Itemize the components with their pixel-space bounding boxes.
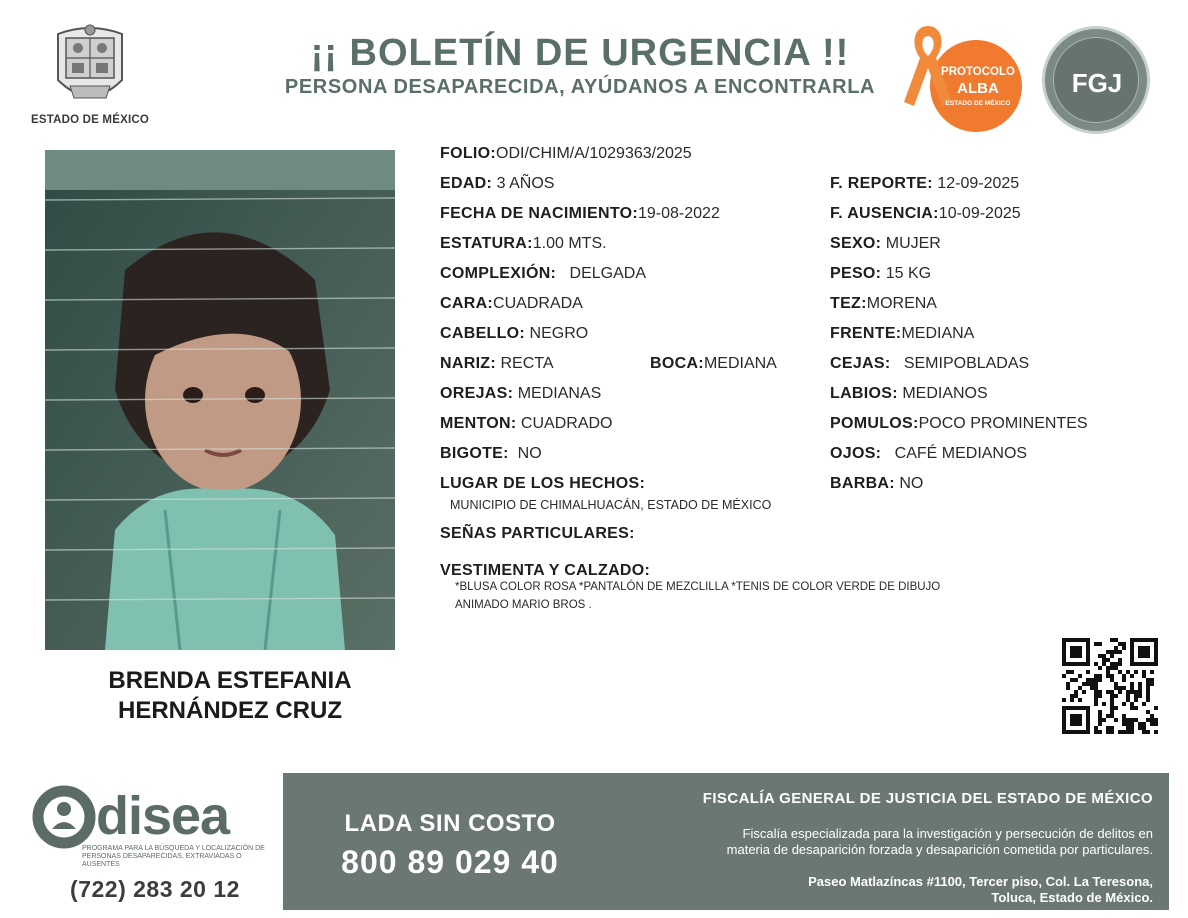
odisea-brand: disea [96, 786, 230, 846]
name-line-1: BRENDA ESTEFANIA [108, 667, 352, 694]
estado-de-mexico-coat-of-arms [50, 20, 130, 110]
field-menton [440, 415, 612, 433]
boca-label: BOCA: [650, 355, 704, 372]
field-ojos [830, 445, 1027, 463]
pomulos-value: POCO PROMINENTES [918, 415, 1088, 432]
cabello-label: CABELLO: [440, 325, 526, 342]
sexo-value: MUJER [885, 235, 941, 252]
address-line1: Paseo Matlazíncas #1100, Tercer piso, Col. La Teresona, [808, 874, 1153, 889]
labios-label: LABIOS: [830, 385, 898, 402]
edad-label: EDAD: [440, 175, 493, 192]
field-cabello [440, 325, 588, 343]
field-peso [830, 265, 931, 283]
bulletin-subtitle: PERSONA DESAPARECIDA, AYÚDANOS A ENCONTRARLA [284, 76, 876, 98]
f-ausencia-value: 10-09-2025 [938, 205, 1021, 222]
lugar-value: MUNICIPIO DE CHIMALHUACÁN, ESTADO DE MÉXICO [450, 498, 772, 512]
edad-value: 3 AÑOS [496, 175, 555, 192]
senas-label: SEÑAS PARTICULARES: [440, 525, 635, 542]
bigote-value: NO [517, 445, 542, 462]
toll-free-label: LADA SIN COSTO [344, 810, 556, 837]
f-reporte-label: F. REPORTE: [830, 175, 933, 192]
toll-free-number: 800 89 029 40 [341, 844, 559, 880]
field-complexion [440, 265, 646, 283]
f-reporte-value: 12-09-2025 [937, 175, 1020, 192]
protocolo-alba-logo [898, 22, 1028, 132]
cara-value: CUADRADA [493, 295, 583, 312]
complexion-value: DELGADA [569, 265, 647, 282]
fgj-desc-line2: materia de desaparición forzada y desaparición cometida por particulares. [726, 842, 1153, 857]
vestimenta-line2: ANIMADO MARIO BROS . [455, 599, 592, 611]
fgj-name: FISCALÍA GENERAL DE JUSTICIA DEL ESTADO DE MÉXICO [702, 790, 1153, 807]
field-barba [830, 475, 923, 493]
pomulos-label: POMULOS: [830, 415, 919, 432]
tez-label: TEZ: [830, 295, 867, 312]
labios-value: MEDIANOS [902, 385, 988, 402]
barba-value: NO [899, 475, 924, 492]
vestimenta-line1: *BLUSA COLOR ROSA *PANTALÓN DE MEZCLILLA *TENIS DE COLOR VERDE DE DIBUJO [455, 581, 941, 593]
peso-label: PESO: [830, 265, 882, 282]
bigote-label: BIGOTE: [440, 445, 509, 462]
field-frente [830, 325, 974, 343]
field-f-ausencia [830, 205, 1021, 223]
odisea-phone: (722) 283 20 12 [70, 876, 240, 902]
odisea-tagline: PROGRAMA PARA LA BÚSQUEDA Y LOCALIZACIÓN DE PERSONAS DESAPARECIDAS, EXTRAVIADAS O AUSENTES [82, 845, 265, 868]
nariz-label: NARIZ: [440, 355, 497, 372]
frente-label: FRENTE: [830, 325, 902, 342]
vestimenta-label: VESTIMENTA Y CALZADO: [440, 562, 651, 579]
fgj-seal-text: FGJ [1071, 68, 1123, 98]
address-line2: Toluca, Estado de México. [991, 890, 1153, 905]
folio-value: ODI/CHIM/A/1029363/2025 [496, 145, 692, 162]
orejas-value: MEDIANAS [517, 385, 602, 402]
f-ausencia-label: F. AUSENCIA: [830, 205, 939, 222]
field-pomulos [830, 415, 1088, 433]
field-folio [440, 145, 692, 163]
menton-label: MENTON: [440, 415, 517, 432]
odisea-logo [30, 785, 280, 875]
field-tez [830, 295, 937, 313]
fecha-nacimiento-label: FECHA DE NACIMIENTO: [440, 205, 638, 222]
field-cejas [830, 355, 1029, 373]
field-f-reporte [830, 175, 1019, 193]
complexion-label: COMPLEXIÓN: [440, 265, 557, 282]
tez-value: MORENA [866, 295, 937, 312]
boca-value: MEDIANA [703, 355, 777, 372]
missing-person-name [40, 666, 420, 726]
frente-value: MEDIANA [901, 325, 975, 342]
field-lugar-label [440, 475, 645, 493]
fgj-seal [1042, 26, 1150, 134]
field-nariz [440, 355, 554, 373]
missing-person-photo [45, 150, 395, 650]
alba-line1: PROTOCOLO [941, 66, 1015, 78]
fgj-address [600, 874, 1153, 906]
ojos-value: CAFÉ MEDIANOS [894, 445, 1028, 462]
estatura-label: ESTATURA: [440, 235, 533, 252]
bulletin-title: ¡¡ BOLETÍN DE URGENCIA !! [310, 32, 850, 74]
field-estatura [440, 235, 607, 253]
ojos-label: OJOS: [830, 445, 882, 462]
orejas-label: OREJAS: [440, 385, 514, 402]
barba-label: BARBA: [830, 475, 895, 492]
estatura-value: 1.00 MTS. [532, 235, 607, 252]
fgj-desc-line1: Fiscalía especializada para la investigación y persecución de delitos en [742, 826, 1153, 841]
menton-value: CUADRADO [520, 415, 613, 432]
alba-line2: ALBA [957, 80, 999, 97]
alba-line3: ESTADO DE MÉXICO [945, 100, 1011, 107]
field-edad [440, 175, 554, 193]
field-fecha-nacimiento [440, 205, 720, 223]
sexo-label: SEXO: [830, 235, 882, 252]
state-label: ESTADO DE MÉXICO [31, 114, 149, 126]
fecha-nacimiento-value: 19-08-2022 [638, 205, 720, 222]
name-line-2: HERNÁNDEZ CRUZ [118, 697, 342, 724]
qr-code-icon [1062, 638, 1158, 734]
cejas-value: SEMIPOBLADAS [903, 355, 1030, 372]
field-sexo [830, 235, 941, 253]
folio-label: FOLIO: [440, 145, 497, 162]
peso-value: 15 KG [885, 265, 932, 282]
nariz-value: RECTA [500, 355, 554, 372]
field-bigote [440, 445, 542, 463]
lugar-label: LUGAR DE LOS HECHOS: [440, 475, 646, 492]
cara-label: CARA: [440, 295, 494, 312]
cejas-label: CEJAS: [830, 355, 891, 372]
field-cara [440, 295, 583, 313]
field-senas [440, 525, 635, 543]
field-vestimenta [440, 562, 650, 580]
cabello-value: NEGRO [529, 325, 589, 342]
fgj-description [600, 826, 1153, 858]
field-boca [650, 355, 777, 373]
field-orejas [440, 385, 601, 403]
field-labios [830, 385, 988, 403]
